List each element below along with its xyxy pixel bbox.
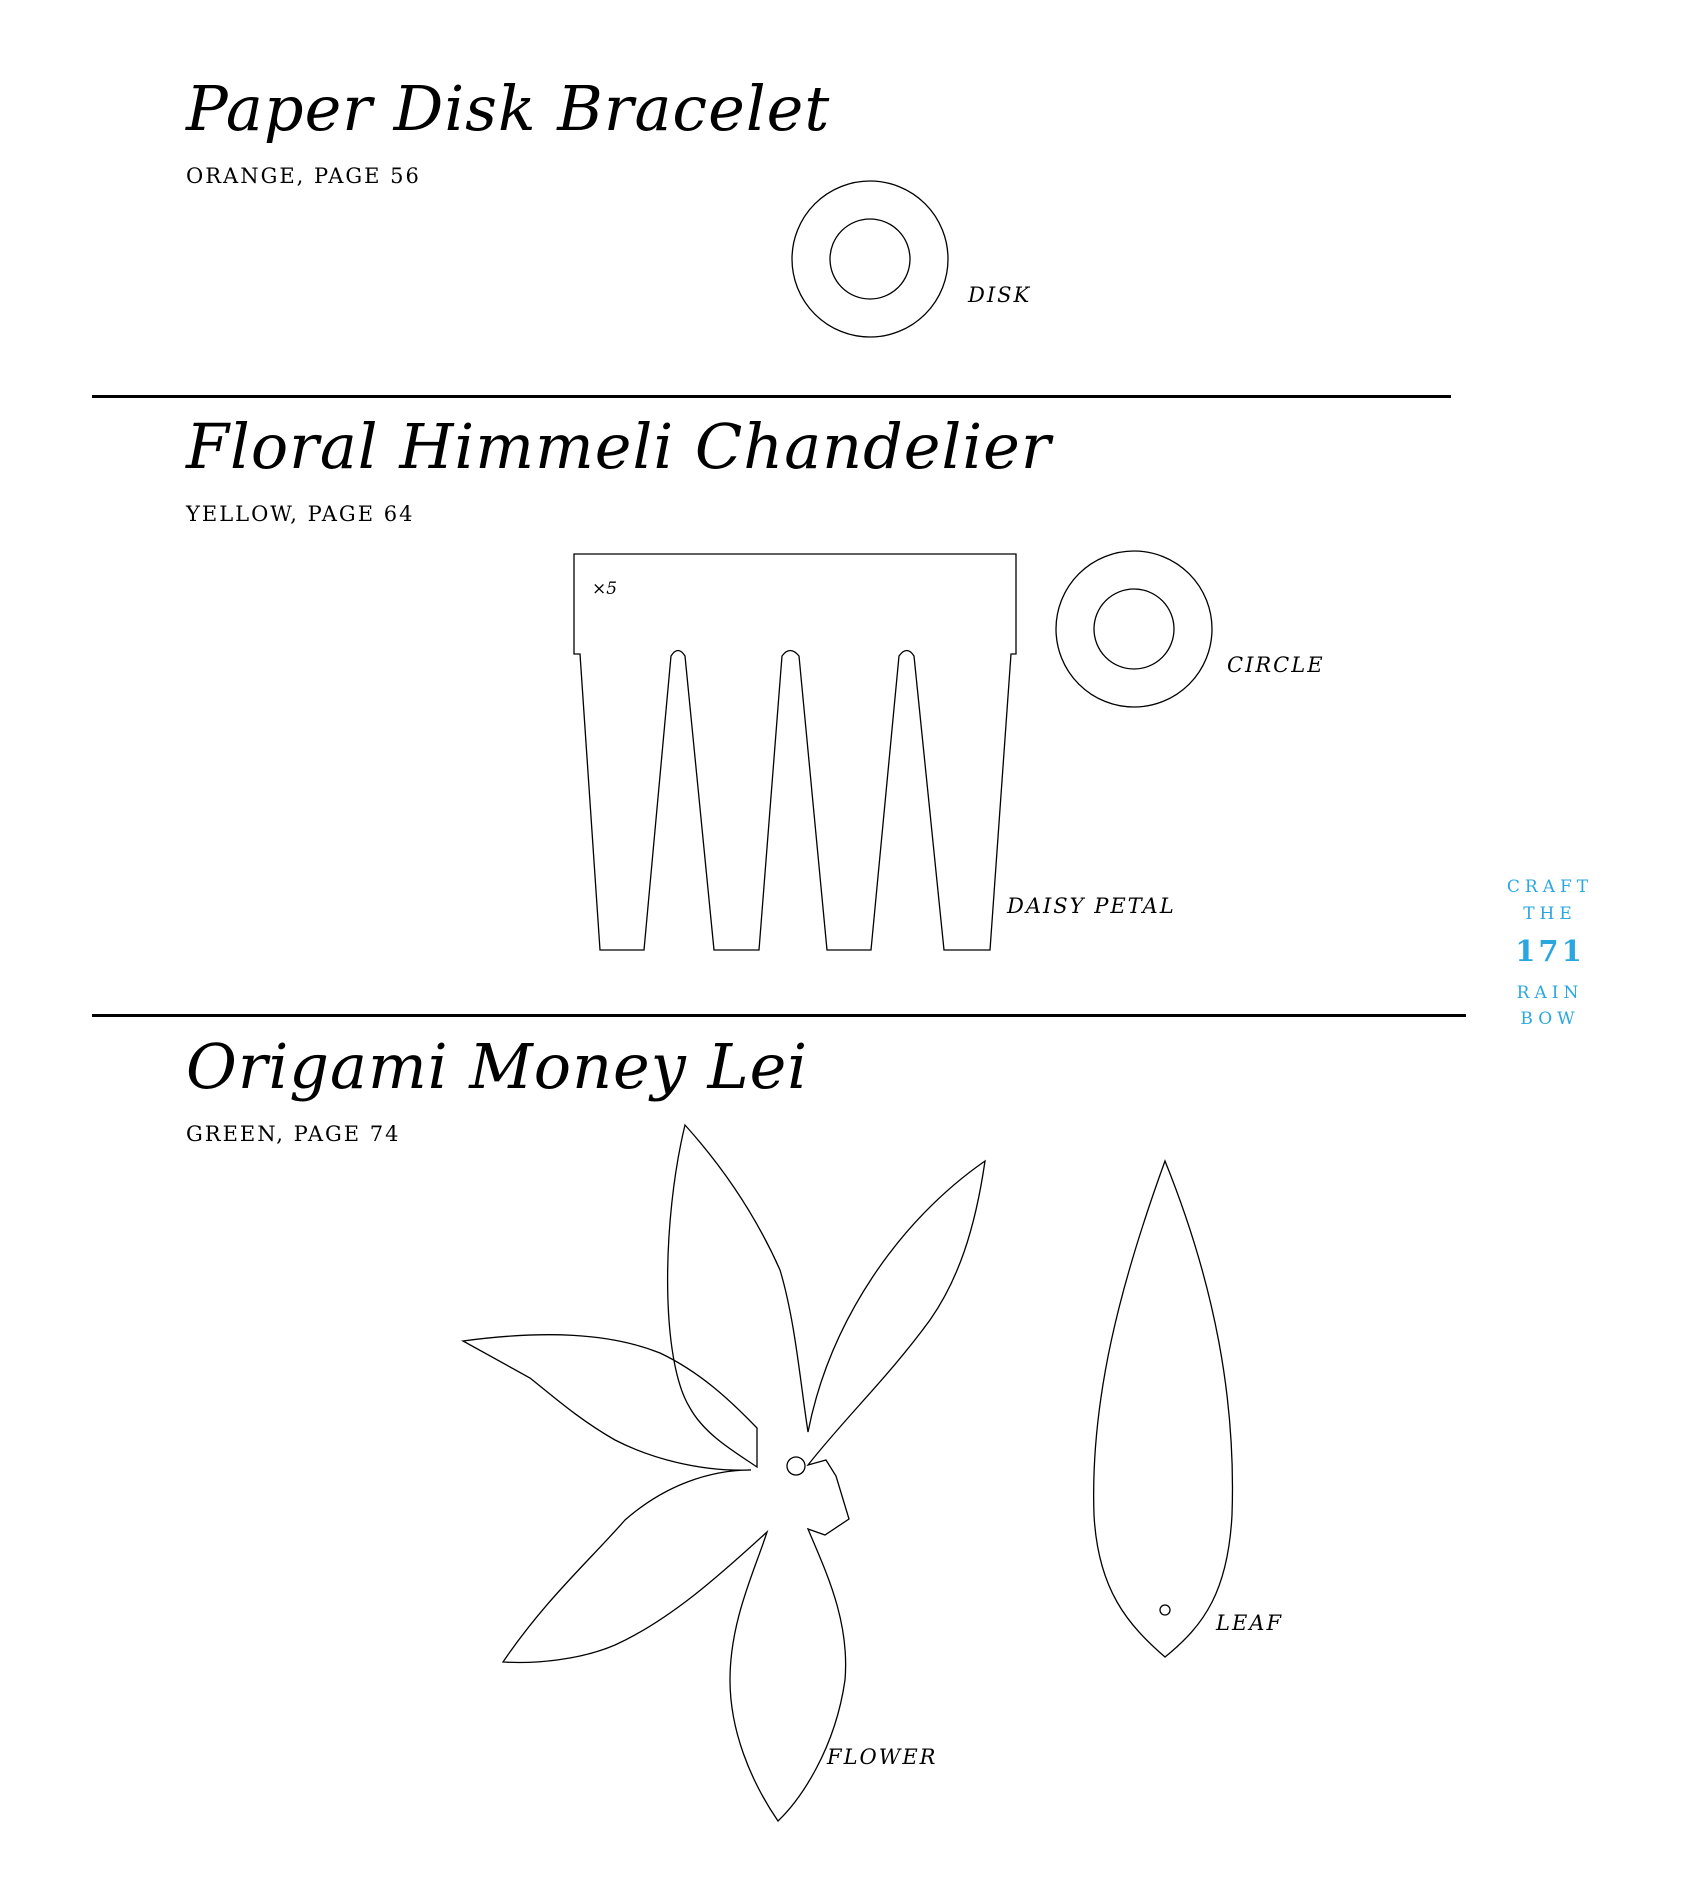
- folio-word-the: THE: [1523, 904, 1577, 924]
- flower-template: [463, 1125, 985, 1821]
- folio-word-craft: CRAFT: [1506, 877, 1594, 897]
- section-title-paper-disk-bracelet: Paper Disk Bracelet: [186, 72, 831, 145]
- circle-label: CIRCLE: [1227, 653, 1325, 677]
- leaf-template: [1094, 1161, 1233, 1657]
- section-reference-floral-himmeli-chandelier: YELLOW, PAGE 64: [186, 502, 415, 526]
- disk-template: [792, 181, 948, 337]
- circle-template: [1056, 551, 1212, 707]
- flower-label: FLOWER: [827, 1745, 938, 1769]
- daisy-petal-label: DAISY PETAL: [1007, 894, 1176, 918]
- section-title-origami-money-lei: Origami Money Lei: [186, 1030, 809, 1103]
- quantity-note: ×5: [592, 579, 618, 599]
- daisy-petal-template: [574, 554, 1016, 950]
- page-number: 171: [1515, 934, 1585, 968]
- disk-label: DISK: [968, 283, 1032, 307]
- folio-word-bow: BOW: [1520, 1009, 1580, 1029]
- leaf-label: LEAF: [1216, 1611, 1284, 1635]
- section-reference-origami-money-lei: GREEN, PAGE 74: [186, 1122, 401, 1146]
- section-title-floral-himmeli-chandelier: Floral Himmeli Chandelier: [186, 410, 1052, 483]
- folio-word-rain: RAIN: [1516, 983, 1584, 1003]
- section-reference-paper-disk-bracelet: ORANGE, PAGE 56: [186, 164, 421, 188]
